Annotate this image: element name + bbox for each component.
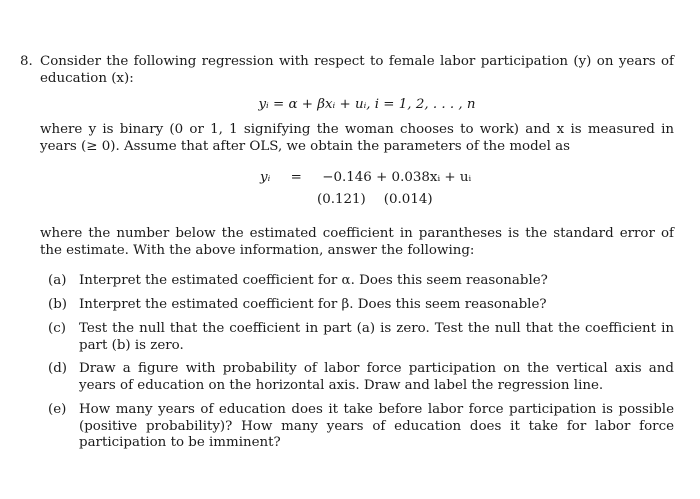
part-label: (c) <box>48 320 66 336</box>
part-label: (a) <box>48 273 67 289</box>
part-label: (e) <box>48 401 67 417</box>
estimated-lhs: yᵢ <box>260 169 271 185</box>
problem-intro-line <box>20 54 674 88</box>
model-equation: yᵢ = α + βxᵢ + uᵢ, i = 1, 2, . . . , n <box>258 96 476 112</box>
problem-intro: Consider the following regression with respect to female labor participation (y) on years of education (x): <box>40 54 674 86</box>
part-b <box>40 297 674 314</box>
estimated-rhs: −0.146 + 0.038xᵢ + uᵢ <box>322 169 472 185</box>
parts-list <box>40 273 674 452</box>
part-text: Test the null that the coefficient in part (a) is zero. Test the null that the coefficient in part (b) is zero. <box>79 320 674 353</box>
problem-8 <box>20 54 674 459</box>
estimated-eq-sign: = <box>290 169 302 185</box>
estimated-equation <box>260 170 471 187</box>
se-alpha: (0.121) <box>317 191 366 207</box>
part-text: Interpret the estimated coefficient for α. Does this seem reasonable? <box>79 273 548 289</box>
se-beta: (0.014) <box>383 191 433 207</box>
estimated-equation-block <box>20 170 674 212</box>
part-text: How many years of education does it take before labor force participation is possible (positive probability)? How many years of education does it take for labor force participation to be imminent? <box>79 401 674 451</box>
part-label: (b) <box>48 297 68 312</box>
part-text: Draw a figure with probability of labor force participation on the vertical axis and years of education on the horizontal axis. Draw and label the regression line. <box>79 361 674 393</box>
part-a <box>40 273 674 290</box>
part-text: Interpret the estimated coefficient for β. Does this seem reasonable? <box>79 297 547 312</box>
problem-number: 8. <box>20 54 33 69</box>
part-c <box>40 321 674 355</box>
after-text: where the number below the estimated coefficient in parantheses is the standard error of the estimate. With the above information, answer the following: <box>40 225 674 258</box>
part-label: (d) <box>48 361 68 377</box>
standard-errors <box>317 192 433 209</box>
problem-description: where y is binary (0 or 1, 1 signifying the woman chooses to work) and x is measured in years (≥ 0). Assume that after OLS, we obtain the parameters of the model as <box>40 122 674 154</box>
part-d <box>40 361 674 395</box>
part-e <box>40 402 674 452</box>
